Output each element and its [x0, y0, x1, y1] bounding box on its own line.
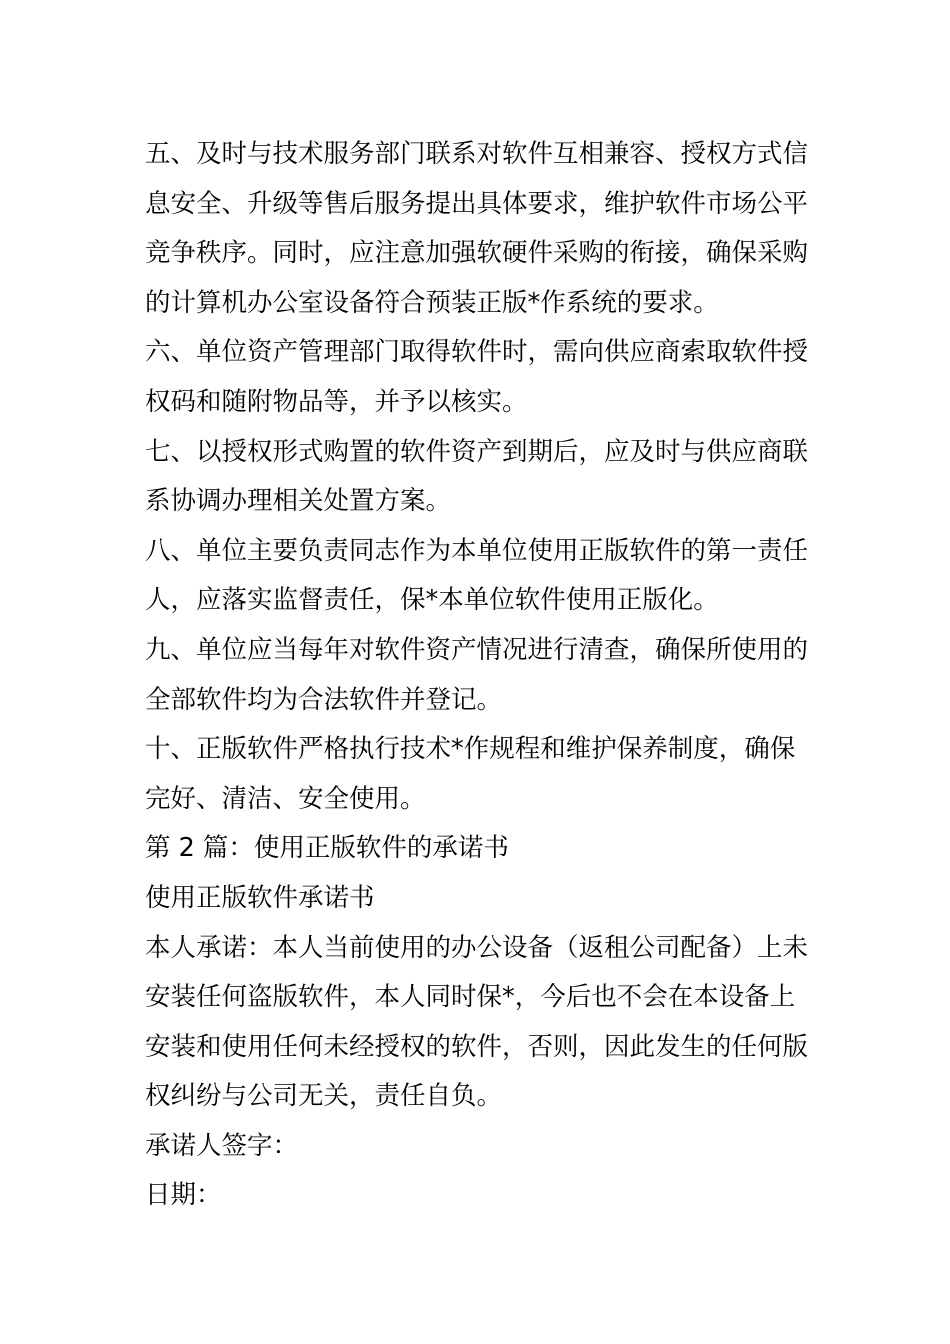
- paragraph-item-8: 八、单位主要负责同志作为本单位使用正版软件的第一责任人，应落实监督责任，保*本单位软件使用正版化。: [145, 535, 809, 616]
- paragraph-item-5: 五、及时与技术服务部门联系对软件互相兼容、授权方式信息安全、升级等售后服务提出具体要求，维护软件市场公平竞争秩序。同时，应注意加强软硬件采购的衔接，确保采购的计算机办公室设备符合预装正版*作系统的要求。: [145, 139, 809, 318]
- paragraph-item-6: 六、单位资产管理部门取得软件时，需向供应商索取软件授权码和随附物品等，并予以核实。: [145, 337, 809, 417]
- paragraph-item-10: 十、正版软件严格执行技术*作规程和维护保养制度，确保完好、清洁、安全使用。: [145, 734, 796, 814]
- pledge-body: 本人承诺：本人当前使用的办公设备（返租公司配备）上未安装任何盗版软件，本人同时保*，今后也不会在本设备上安装和使用任何未经授权的软件，否则，因此发生的任何版权纠纷与公司无关，责任自负。: [145, 932, 809, 1112]
- pledge-title: 使用正版软件承诺书: [145, 882, 375, 913]
- section-heading: 第 2 篇：使用正版软件的承诺书: [145, 833, 509, 864]
- document-body: [145, 130, 810, 1221]
- signature-line: 承诺人签字：: [145, 1130, 299, 1161]
- paragraph-item-7: 七、以授权形式购置的软件资产到期后，应及时与供应商联系协调办理相关处置方案。: [145, 436, 809, 517]
- paragraph-item-9: 九、单位应当每年对软件资产情况进行清查，确保所使用的全部软件均为合法软件并登记。: [145, 634, 809, 715]
- date-line: 日期：: [145, 1180, 222, 1211]
